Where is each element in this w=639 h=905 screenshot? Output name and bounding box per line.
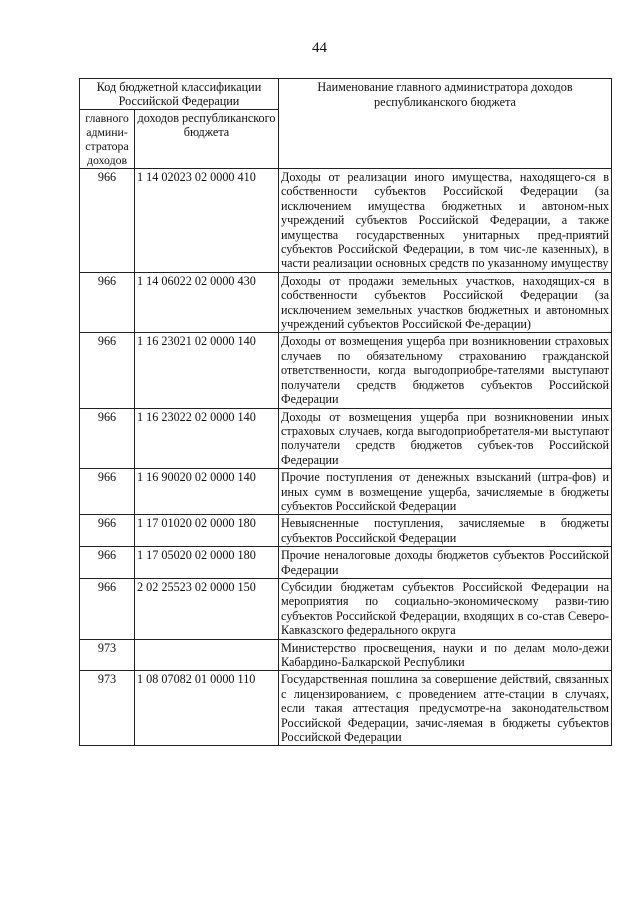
income-name-cell — [279, 469, 612, 515]
income-code-cell: 1 16 90020 02 0000 140 — [135, 469, 279, 515]
table-header-row — [80, 79, 612, 110]
income-name-cell — [279, 333, 612, 408]
table-row — [80, 639, 612, 671]
table-row — [80, 333, 612, 408]
header-administrator-name: Наименование главного администратора доходов республиканского бюджета — [279, 79, 612, 169]
income-code-cell: 1 14 02023 02 0000 410 — [135, 169, 279, 273]
income-code-cell: 1 14 06022 02 0000 430 — [135, 272, 279, 333]
income-code-cell: 1 17 05020 02 0000 180 — [135, 547, 279, 579]
admin-code-cell: 973 — [80, 671, 135, 746]
income-code-cell: 1 08 07082 01 0000 110 — [135, 671, 279, 746]
table-row — [80, 578, 612, 639]
admin-code-cell: 966 — [80, 547, 135, 579]
income-name-text: Министерство просвещения, науки и по делам моло-дежи Кабардино-Балкарской Республики — [281, 640, 609, 669]
income-name-text: Государственная пошлина за совершение действий, связанных с лицензированием, с проведением атте-стации в случаях, если такая аттестация предусмотре-на законодательством Российской Федерации, зачис-ляемая в бюджеты субъектов Российской Федерации — [281, 672, 609, 745]
table-row — [80, 408, 612, 469]
income-name-cell — [279, 578, 612, 639]
income-name-text: Прочие неналоговые доходы бюджетов субъектов Российской Федерации — [281, 548, 609, 577]
income-name-cell — [279, 547, 612, 579]
admin-code-cell: 966 — [80, 578, 135, 639]
header-main-administrator: главного админи-стратора доходов — [80, 110, 135, 169]
income-code-cell — [135, 639, 279, 671]
income-name-text: Доходы от реализации иного имущества, находящего-ся в собственности субъектов Российской Федерации (за исключением имущества бюджетных и автоном-ных учреждений субъектов Российской Федерации, а также имущества государственных унитарных пред-приятий субъектов Российской Федерации, в том чис-ле казенных), в части реализации основных средств по указанному имуществу — [281, 170, 609, 271]
income-name-cell — [279, 408, 612, 469]
income-code-cell: 1 16 23021 02 0000 140 — [135, 333, 279, 408]
table-row — [80, 547, 612, 579]
table-row — [80, 671, 612, 746]
income-name-text: Доходы от возмещения ущерба при возникновении страховых случаев по обязательному страхованию гражданской ответственности, когда выгодоприобре-тателями выступают получатели средств бюджетов субъектов Российской Федерации — [281, 334, 609, 407]
table-row — [80, 272, 612, 333]
admin-code-cell: 966 — [80, 408, 135, 469]
header-budget-classification-code: Код бюджетной классификации Российской Федерации — [80, 79, 279, 110]
table-row — [80, 515, 612, 547]
income-code-cell: 1 17 01020 02 0000 180 — [135, 515, 279, 547]
budget-classification-table — [79, 78, 612, 746]
admin-code-cell: 966 — [80, 515, 135, 547]
income-name-text: Невыясненные поступления, зачисляемые в бюджеты субъектов Российской Федерации — [281, 516, 609, 545]
income-name-text: Доходы от возмещения ущерба при возникновении иных страховых случаев, когда выгодоприобретателя-ми выступают получатели средств бюджетов субъек-тов Российской Федерации — [281, 409, 609, 467]
admin-code-cell: 966 — [80, 333, 135, 408]
table-row — [80, 169, 612, 273]
income-name-text: Прочие поступления от денежных взысканий (штра-фов) и иных сумм в возмещение ущерба, зачисляемые в бюджеты субъектов Российской Федерации — [281, 470, 609, 513]
income-name-text: Субсидии бюджетам субъектов Российской Федерации на мероприятия по социально-экономическому разви-тию субъектов Российской Федерации, входящих в со-став Северо-Кавказского федерального округа — [281, 579, 609, 638]
table-row — [80, 469, 612, 515]
income-name-cell — [279, 639, 612, 671]
income-code-cell: 2 02 25523 02 0000 150 — [135, 578, 279, 639]
income-name-cell — [279, 515, 612, 547]
income-name-cell — [279, 169, 612, 273]
income-code-cell: 1 16 23022 02 0000 140 — [135, 408, 279, 469]
admin-code-cell: 966 — [80, 169, 135, 273]
admin-code-cell: 966 — [80, 469, 135, 515]
admin-code-cell: 966 — [80, 272, 135, 333]
income-name-text: Доходы от продажи земельных участков, находящих-ся в собственности субъектов Российской Федерации (за исключением земельных участков бюджетных и автономных учреждений субъектов Российской Фе-дерации) — [281, 273, 609, 332]
page-number: 44 — [312, 40, 327, 56]
income-name-cell — [279, 671, 612, 746]
income-name-cell — [279, 272, 612, 333]
header-republican-budget-income: доходов республиканского бюджета — [135, 110, 279, 169]
admin-code-cell: 973 — [80, 639, 135, 671]
